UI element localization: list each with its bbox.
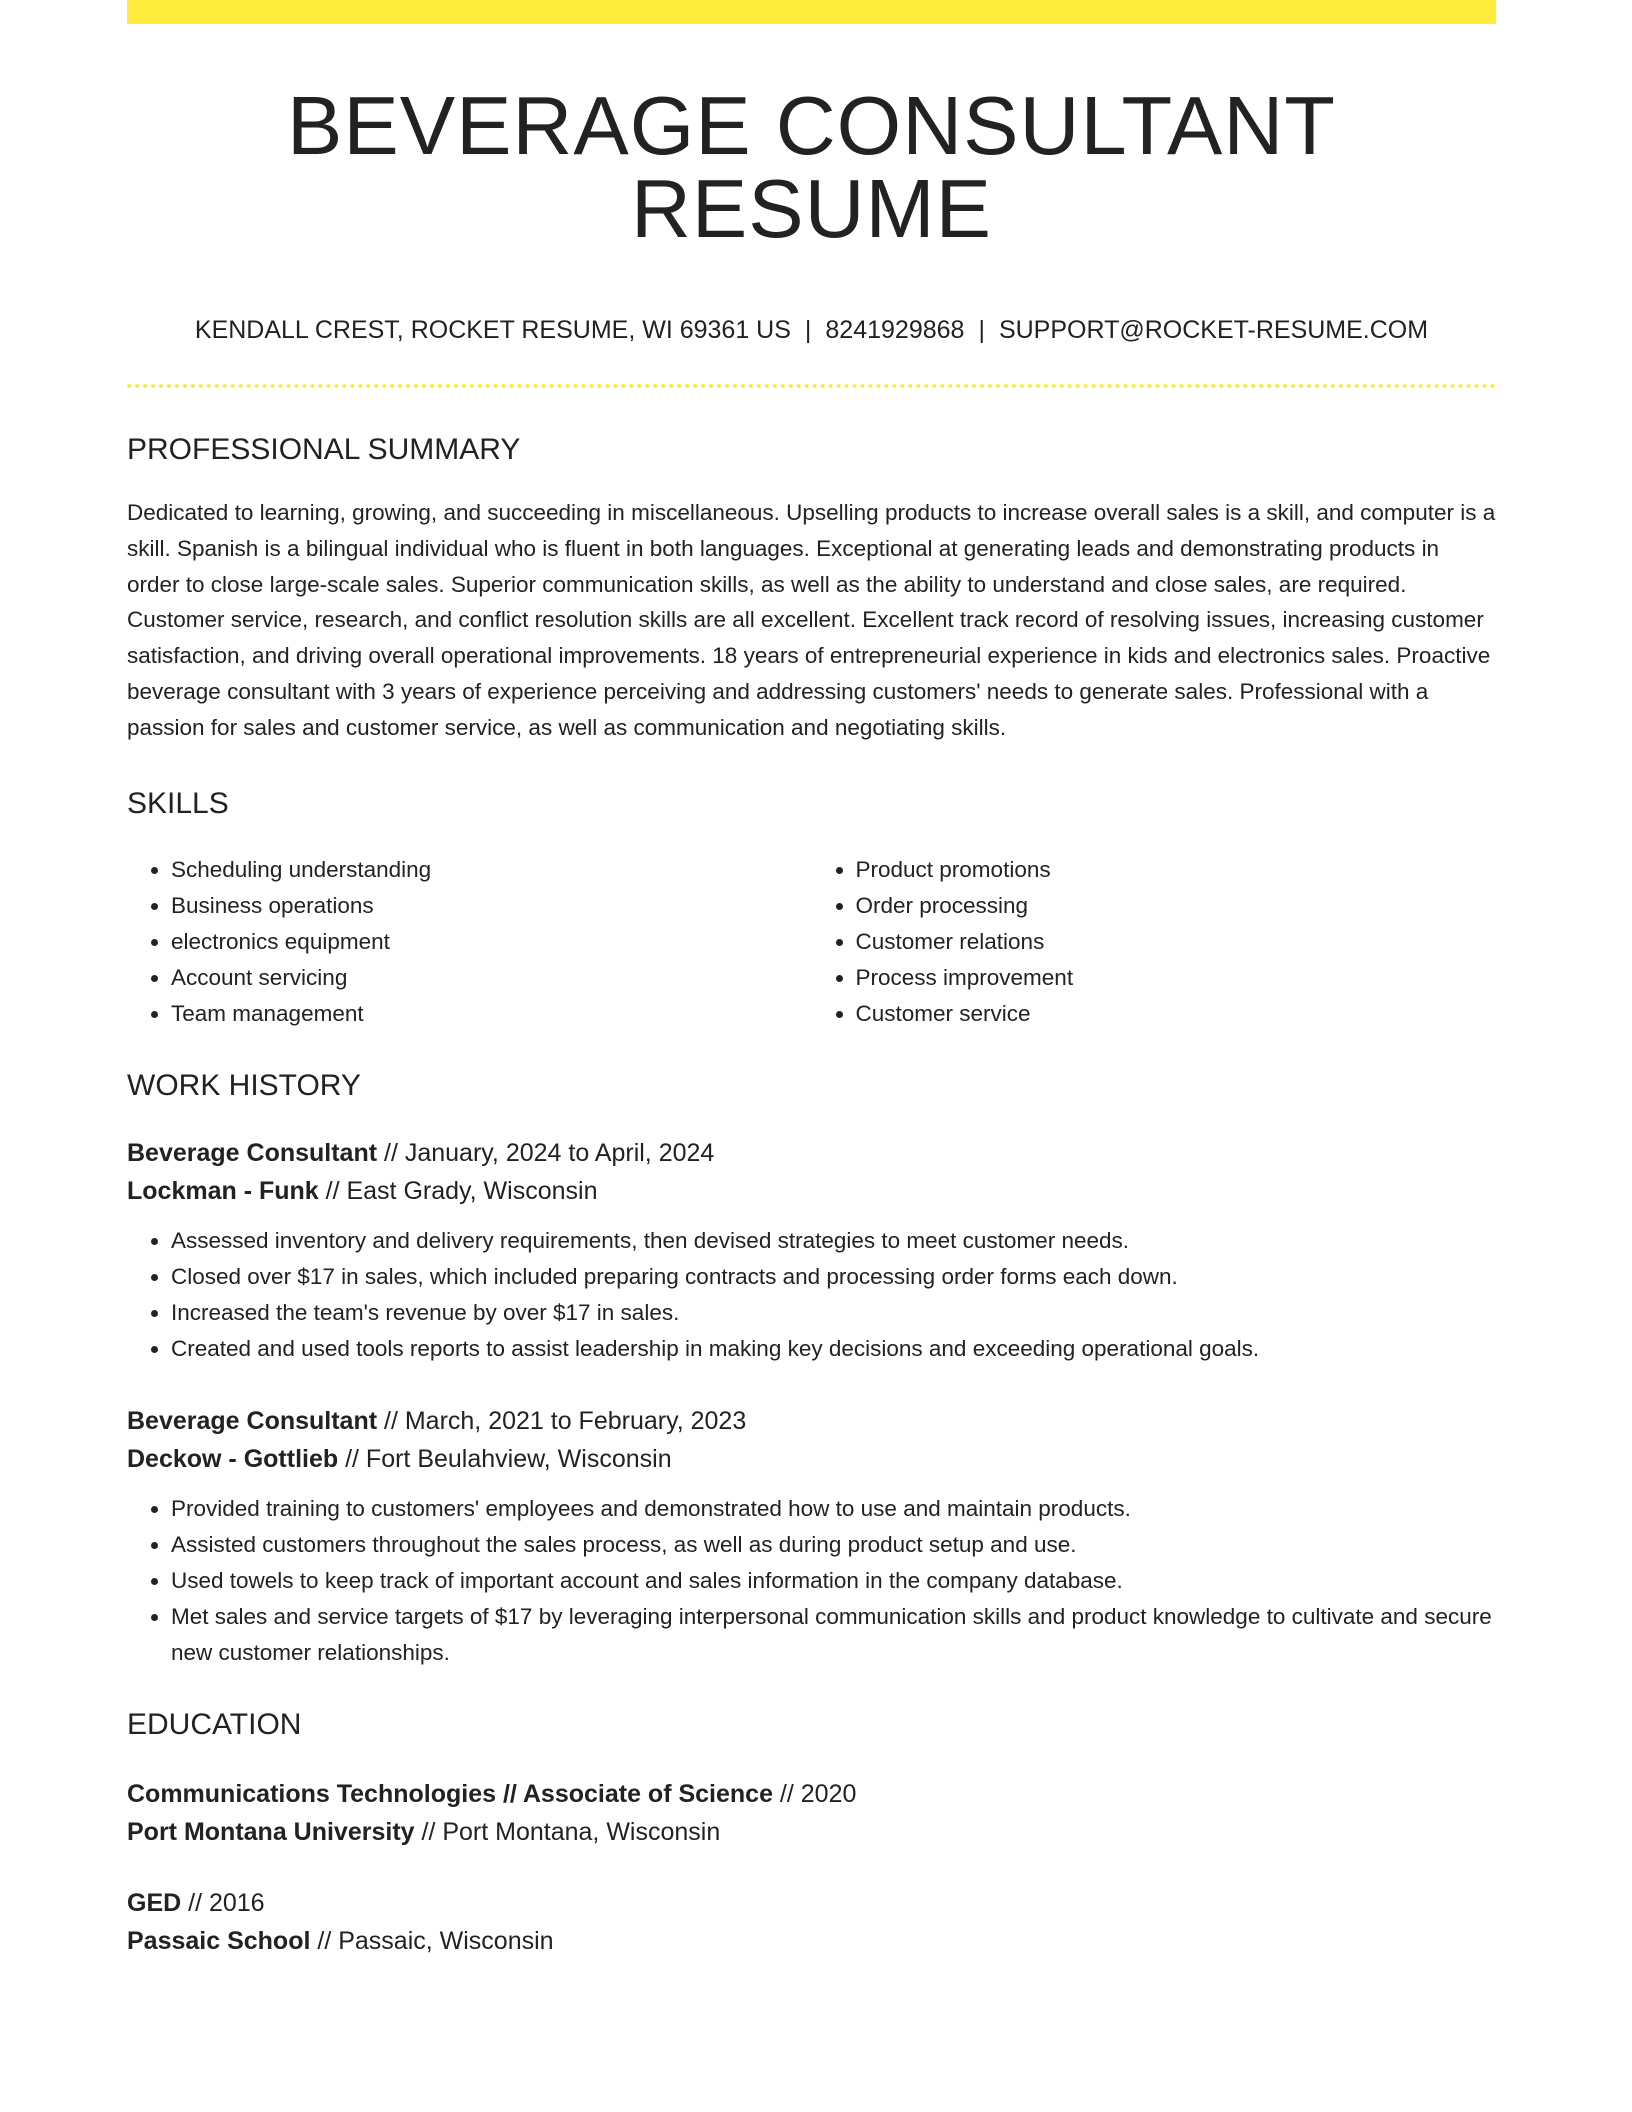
job-entry [127, 1402, 1496, 1671]
skill-item: • electronics equipment [171, 924, 812, 960]
job-bullet: • Assisted customers throughout the sales process, as well as during product setup and use. [171, 1527, 1496, 1563]
job-bullet: • Assessed inventory and delivery requirements, then devised strategies to meet customer needs. [171, 1223, 1496, 1259]
job-company-line [127, 1172, 1496, 1210]
job-company: Lockman - Funk [127, 1176, 319, 1205]
top-accent-bar [127, 0, 1496, 24]
school-location: // Port Montana, Wisconsin [414, 1817, 721, 1846]
job-bullets [127, 1491, 1496, 1671]
job-title-line [127, 1134, 1496, 1172]
contact-line [127, 315, 1496, 345]
skills-column-left [127, 852, 812, 1032]
skill-item: • Product promotions [856, 852, 1497, 888]
contact-separator: | [978, 316, 985, 344]
job-company-line [127, 1440, 1496, 1478]
school-location: // Passaic, Wisconsin [310, 1926, 554, 1955]
skills-column-right [812, 852, 1497, 1032]
degree-name: GED [127, 1888, 182, 1917]
work-history-heading: WORK HISTORY [127, 1068, 361, 1102]
job-title: Beverage Consultant [127, 1406, 378, 1435]
contact-phone: 8241929868 [825, 316, 965, 344]
school-line [127, 1813, 1496, 1851]
job-bullets [127, 1223, 1496, 1367]
job-bullet: • Met sales and service targets of $17 by leveraging interpersonal communication skills and product knowledge to cultivate and secure new customer relationships. [171, 1599, 1496, 1671]
degree-year: // 2016 [181, 1888, 265, 1917]
degree-line [127, 1775, 1496, 1813]
dotted-divider [127, 384, 1496, 388]
skill-item: • Team management [171, 996, 812, 1032]
job-company: Deckow - Gottlieb [127, 1444, 339, 1473]
skill-item: • Customer relations [856, 924, 1497, 960]
job-bullet: • Created and used tools reports to assist leadership in making key decisions and exceeding operational goals. [171, 1331, 1496, 1367]
contact-separator: | [804, 316, 812, 344]
school-line [127, 1922, 1496, 1960]
skill-item: • Order processing [856, 888, 1497, 924]
degree-name: Communications Technologies // Associate of Science [127, 1779, 773, 1808]
skill-item: • Process improvement [856, 960, 1497, 996]
contact-email: SUPPORT@ROCKET-RESUME.COM [998, 316, 1429, 344]
job-entry [127, 1134, 1496, 1367]
skill-item: • Business operations [171, 888, 812, 924]
job-title-line [127, 1402, 1496, 1440]
summary-text: Dedicated to learning, growing, and succeeding in miscellaneous. Upselling products to increase overall sales is a skill, and computer is a skill. Spanish is a bilingual individual who is fluent in both languages. Exceptional at generating leads and demonstrating products in order to close large-scale sales. Superior communication skills, as well as the ability to understand and close sales, are required. Customer service, research, and conflict resolution skills are all excellent. Excellent track record of resolving issues, increasing customer satisfaction, and driving overall operational improvements. 18 years of entrepreneurial experience in kids and electronics sales. Proactive beverage consultant with 3 years of experience perceiving and addressing customers' needs to generate sales. Professional with a passion for sales and customer service, as well as communication and negotiating skills. [127, 500, 1496, 740]
job-bullet: • Increased the team's revenue by over $17 in sales. [171, 1295, 1496, 1331]
summary-heading: PROFESSIONAL SUMMARY [127, 433, 521, 466]
degree-year: // 2020 [772, 1779, 857, 1808]
skill-item: • Account servicing [171, 960, 812, 996]
job-bullet: • Provided training to customers' employees and demonstrated how to use and maintain products. [171, 1491, 1496, 1527]
resume-title: BEVERAGE CONSULTANT RESUME [286, 79, 1336, 255]
education-entry [127, 1884, 1496, 1960]
education-entry [127, 1775, 1496, 1851]
skill-item: • Customer service [856, 996, 1497, 1032]
job-bullet: • Closed over $17 in sales, which included preparing contracts and processing order forms each down. [171, 1259, 1496, 1295]
skills-heading: SKILLS [127, 786, 229, 820]
degree-line [127, 1884, 1496, 1922]
school-name: Port Montana University [127, 1817, 415, 1846]
skill-item: • Scheduling understanding [171, 852, 812, 888]
school-name: Passaic School [127, 1926, 311, 1955]
education-heading: EDUCATION [127, 1707, 302, 1741]
job-location: // East Grady, Wisconsin [318, 1176, 598, 1205]
job-location: // Fort Beulahview, Wisconsin [338, 1444, 672, 1473]
job-dates: // March, 2021 to February, 2023 [377, 1406, 747, 1435]
resume-page [127, 0, 1496, 1960]
skills-grid [127, 852, 1496, 1032]
contact-address: KENDALL CREST, ROCKET RESUME, WI 69361 US [194, 316, 791, 344]
job-title: Beverage Consultant [127, 1138, 378, 1167]
job-dates: // January, 2024 to April, 2024 [377, 1138, 715, 1167]
job-bullet: • Used towels to keep track of important account and sales information in the company database. [171, 1563, 1496, 1599]
